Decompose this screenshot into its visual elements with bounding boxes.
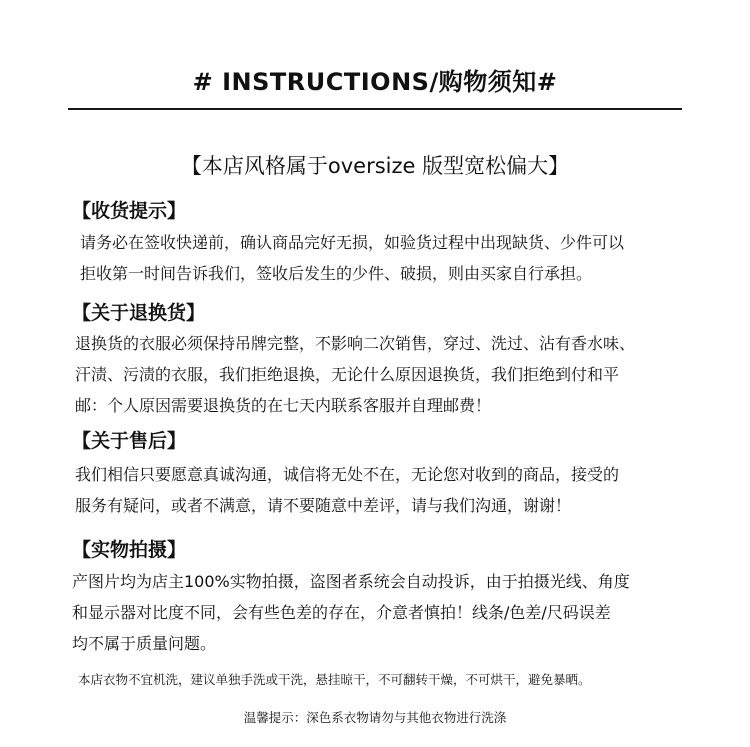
title-divider (68, 108, 682, 110)
section-body-photos (72, 566, 630, 659)
text-line: 和显示器对比度不同，会有些色差的存在，介意者慎拍！线条/色差/尺码误差 (72, 603, 611, 622)
text-line: 均不属于质量问题。 (72, 634, 217, 653)
section-heading-receipt: 【收货提示】 (72, 200, 187, 222)
text-line: 汗渍、污渍的衣服，我们拒绝退换，无论什么原因退换货，我们拒绝到付和平 (75, 365, 620, 384)
section-heading-photos: 【实物拍摄】 (72, 539, 187, 561)
text-line: 请务必在签收快递前，确认商品完好无损，如验货过程中出现缺货、少件可以 (80, 233, 625, 252)
warm-tip: 温馨提示：深色系衣物请勿与其他衣物进行洗涤 (243, 710, 507, 725)
text-line: 邮：个人原因需要退换货的在七天内联系客服并自理邮费！ (75, 396, 492, 415)
text-line: 我们相信只要愿意真诚沟通，诚信将无处不在，无论您对收到的商品，接受的 (75, 465, 620, 484)
section-heading-returns: 【关于退换货】 (72, 302, 206, 324)
page-title: # INSTRUCTIONS/购物须知# (192, 68, 558, 96)
section-body-receipt (80, 227, 624, 289)
care-note: 本店衣物不宜机洗，建议单独手洗或干洗，悬挂晾干，不可翻转干燥，不可烘干，避免暴晒。 (78, 672, 591, 687)
section-heading-aftersales: 【关于售后】 (72, 430, 187, 452)
text-line: 退换货的衣服必须保持吊牌完整，不影响二次销售，穿过、洗过、沾有香水味、 (75, 334, 636, 353)
style-banner: 【本店风格属于oversize 版型宽松偏大】 (180, 154, 570, 178)
text-line: 拒收第一时间告诉我们，签收后发生的少件、破损，则由买家自行承担。 (80, 264, 593, 283)
section-body-returns (75, 328, 635, 421)
text-line: 服务有疑问，或者不满意，请不要随意中差评，请与我们沟通，谢谢！ (75, 496, 572, 515)
section-body-aftersales (75, 459, 619, 521)
text-line: 产图片均为店主100%实物拍摄，盗图者系统会自动投诉，由于拍摄光线、角度 (72, 572, 630, 591)
